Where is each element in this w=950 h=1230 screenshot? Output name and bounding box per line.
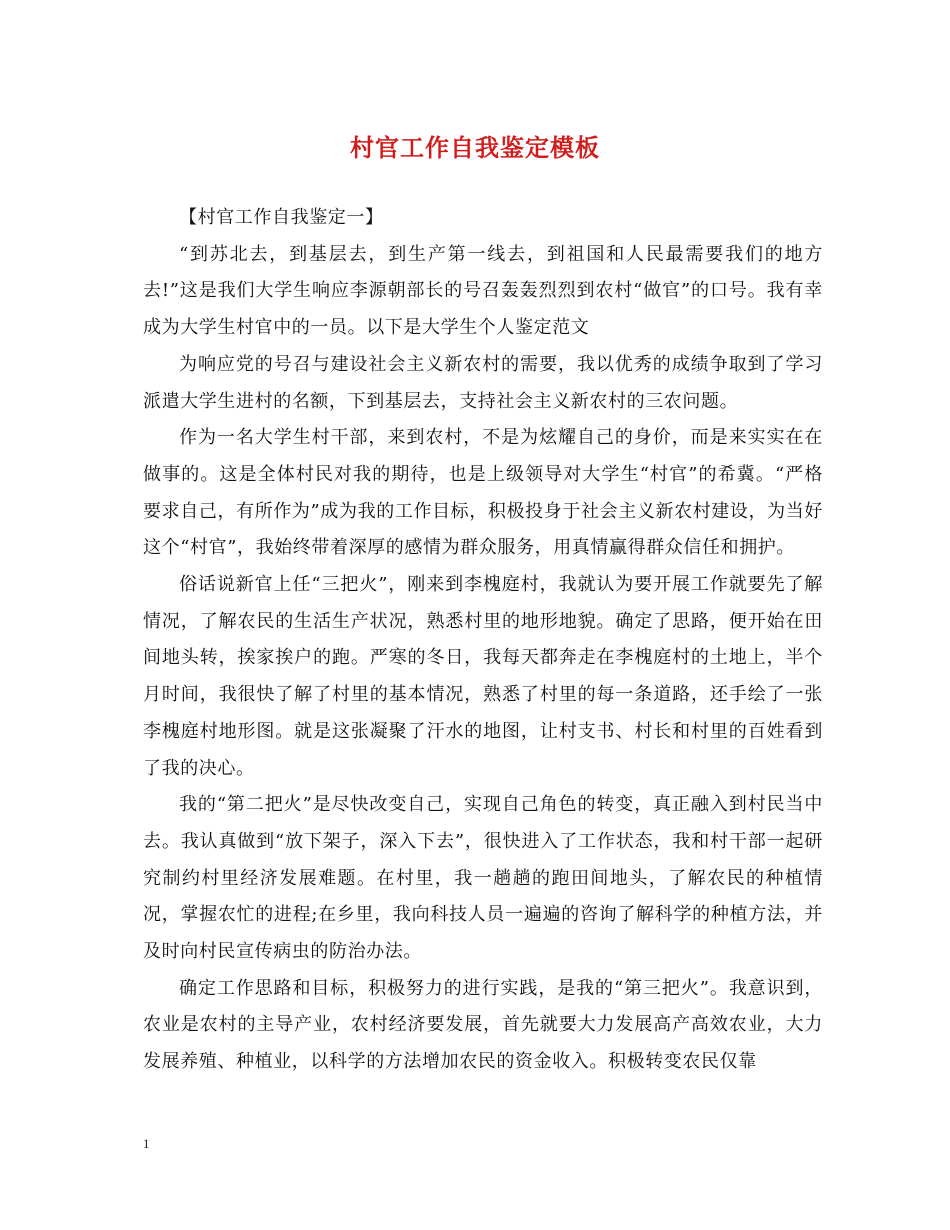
document-title: 村官工作自我鉴定模板 (350, 133, 600, 162)
page-number: 1 (143, 1136, 150, 1151)
document-body (143, 200, 823, 1081)
paragraph: “到苏北去，到基层去，到生产第一线去，到祖国和人民最需要我们的地方去!”这是我们大学生响应李源朝部长的号召轰轰烈烈到农村“做官”的口号。我有幸成为大学生村官中的一员。以下是大学生个人鉴定范文 (143, 243, 823, 339)
paragraph: 作为一名大学生村干部，来到农村，不是为炫耀自己的身价，而是来实实在在做事的。这是全体村民对我的期待，也是上级领导对大学生“村官”的希冀。“严格要求自己，有所作为”成为我的工作目标，积极投身于社会主义新农村建设，为当好这个“村官”，我始终带着深厚的感情为群众服务，用真情赢得群众信任和拥护。 (143, 427, 823, 559)
paragraph: 俗话说新官上任“三把火”，刚来到李槐庭村，我就认为要开展工作就要先了解情况，了解农民的生活生产状况，熟悉村里的地形地貌。确定了思路，便开始在田间地头转，挨家挨户的跑。严寒的冬日，我每天都奔走在李槐庭村的土地上，半个月时间，我很快了解了村里的基本情况，熟悉了村里的每一条道路，还手绘了一张李槐庭村地形图。就是这张凝聚了汗水的地图，让村支书、村长和村里的百姓看到了我的决心。 (143, 574, 823, 779)
section-heading: 【村官工作自我鉴定一】 (179, 207, 384, 228)
paragraph: 我的“第二把火”是尽快改变自己，实现自己角色的转变，真正融入到村民当中去。我认真做到“放下架子，深入下去”，很快进入了工作状态，我和村干部一起研究制约村里经济发展难题。在村里，我一趟趟的跑田间地头，了解农民的种植情况，掌握农忙的进程;在乡里，我向科技人员一遍遍的咨询了解科学的种植方法，并及时向村民宣传病虫的防治办法。 (143, 794, 823, 963)
paragraph: 确定工作思路和目标，积极努力的进行实践，是我的“第三把火”。我意识到，农业是农村的主导产业，农村经济要发展，首先就要大力发展高产高效农业，大力发展养殖、种植业，以科学的方法增加农民的资金收入。积极转变农民仅靠 (143, 977, 823, 1073)
paragraph: 为响应党的号召与建设社会主义新农村的需要，我以优秀的成绩争取到了学习派遣大学生进村的名额，下到基层去，支持社会主义新农村的三农问题。 (143, 353, 823, 412)
